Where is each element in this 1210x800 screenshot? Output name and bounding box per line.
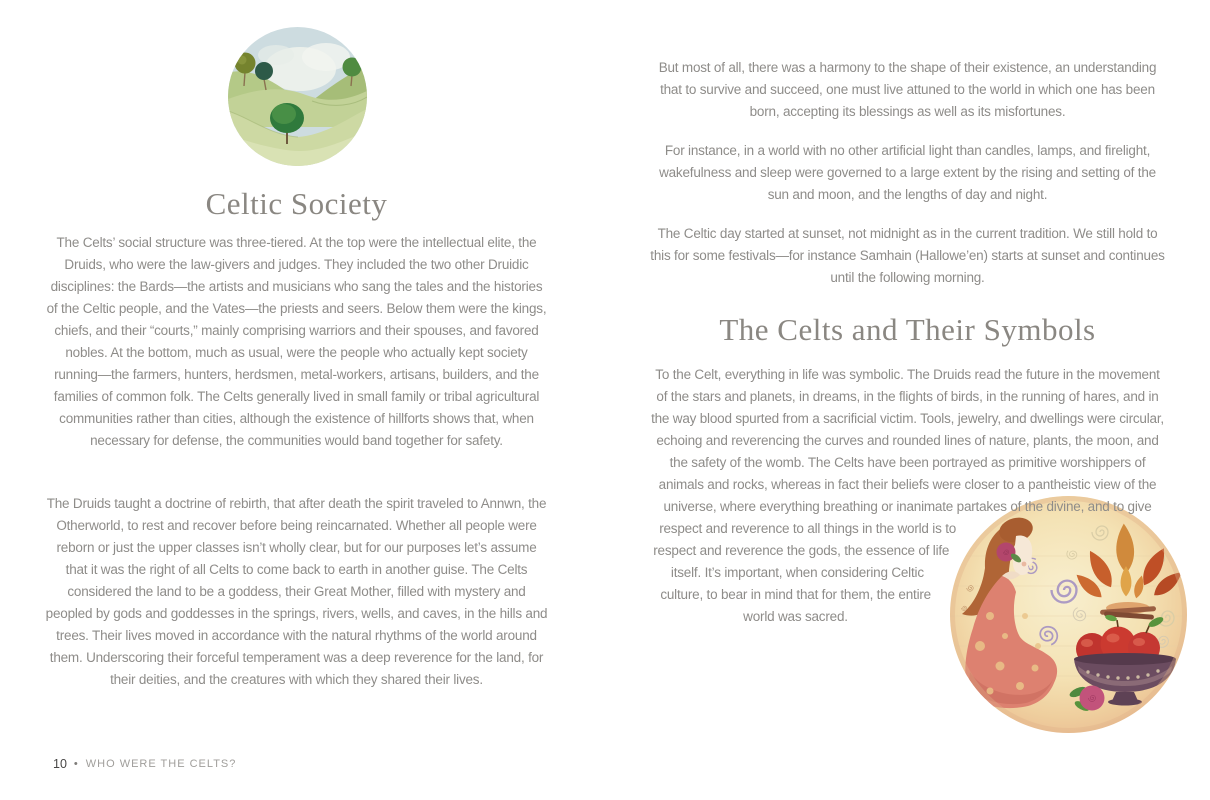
right-paragraph-2: For instance, in a world with no other artificial light than candles, lamps, and firelight, wakefulness and sleep were governed to a large extent by the rising and setting of the sun and moon, and the lengths of day and night. bbox=[659, 143, 1156, 202]
page-number: 10 bbox=[53, 757, 67, 771]
symbols-paragraph-part2: where everything breathing or inanimate partakes of the divine, and to give respect and reverence to all things in the world is to respect and reverence the gods, the essence of life itself. It’s important, when considering Celtic culture, to bear in mind that for them, the entire world was sacred. bbox=[653, 499, 1152, 624]
left-paragraph-1: The Celts’ social structure was three-tiered. At the top were the intellectual elite, the Druids, who were the law-givers and judges. They included the two other Druidic disciplines: the Bards—the artists and musicians who sang the tales and the histories of the Celtic people, and the Vates—the priests and seers. Below them were the kings, chiefs, and their “courts,” mainly comprising warriors and their spouses, and favored nobles. At the bottom, much as usual, were the people who actually kept society running—the farmers, hunters, herdsmen, metal-workers, artisans, builders, and the families of common folk. The Celts generally lived in small family or tribal agricultural communities rather than cities, although the existence of hillforts shows that, when necessary for defense, the communities would band together for safety. bbox=[46, 235, 547, 448]
left-paragraph-2: The Druids taught a doctrine of rebirth, that after death the spirit traveled to Annwn, the Otherworld, to rest and recover before being reincarnated. Whether all people were reborn or just the upper classes isn’t wholly clear, but for our purposes let’s assume that it was the right of all Celts to come back to earth in another guise. The Celts considered the land to be a goddess, their Great Mother, filled with mystery and peopled by gods and goddesses in the springs, rivers, wells, and caves, in the hills and trees. Their lives moved in accordance with the natural rhythms of the world around them. Underscoring their forceful temperament was a deep reverence for the land, for their deities, and the creatures with which they shared their lives. bbox=[45, 496, 548, 687]
hills-illustration-svg bbox=[228, 27, 367, 166]
right-paragraph-1: But most of all, there was a harmony to the shape of their existence, an understanding that to survive and succeed, one must live attuned to the world in which one has been born, accepting its blessings as well as its misfortunes. bbox=[658, 60, 1157, 119]
hills-illustration bbox=[228, 27, 367, 166]
woman-illustration-svg bbox=[950, 496, 1187, 733]
right-paragraph-3: The Celtic day started at sunset, not midnight as in the current tradition. We still hold to this for some festivals—for instance Samhain (Hallowe’en) starts at sunset and continues until the following morning. bbox=[650, 226, 1165, 285]
woman-illustration bbox=[950, 496, 1187, 733]
celtic-society-heading: Celtic Society bbox=[205, 186, 388, 221]
page-footer bbox=[53, 757, 236, 771]
celts-symbols-heading: The Celts and Their Symbols bbox=[719, 312, 1096, 347]
footer-separator: • bbox=[73, 758, 79, 770]
symbols-paragraph-part1: To the Celt, everything in life was symbolic. The Druids read the future in the movement of the stars and planets, in dreams, in the flights of birds, in the running of hares, and in the way blood spurted from a sacrificial victim. Tools, jewelry, and dwellings were circular, echoing and reverencing the curves and rounded lines of nature, plants, the moon, and the safety of the womb. The Celts have been portrayed as primitive worshippers of animals and rocks, whereas in fact their beliefs were closer to a pantheistic view of the universe, bbox=[651, 367, 1164, 514]
symbols-paragraph bbox=[650, 364, 1165, 733]
chapter-title: WHO WERE THE CELTS? bbox=[85, 758, 237, 770]
